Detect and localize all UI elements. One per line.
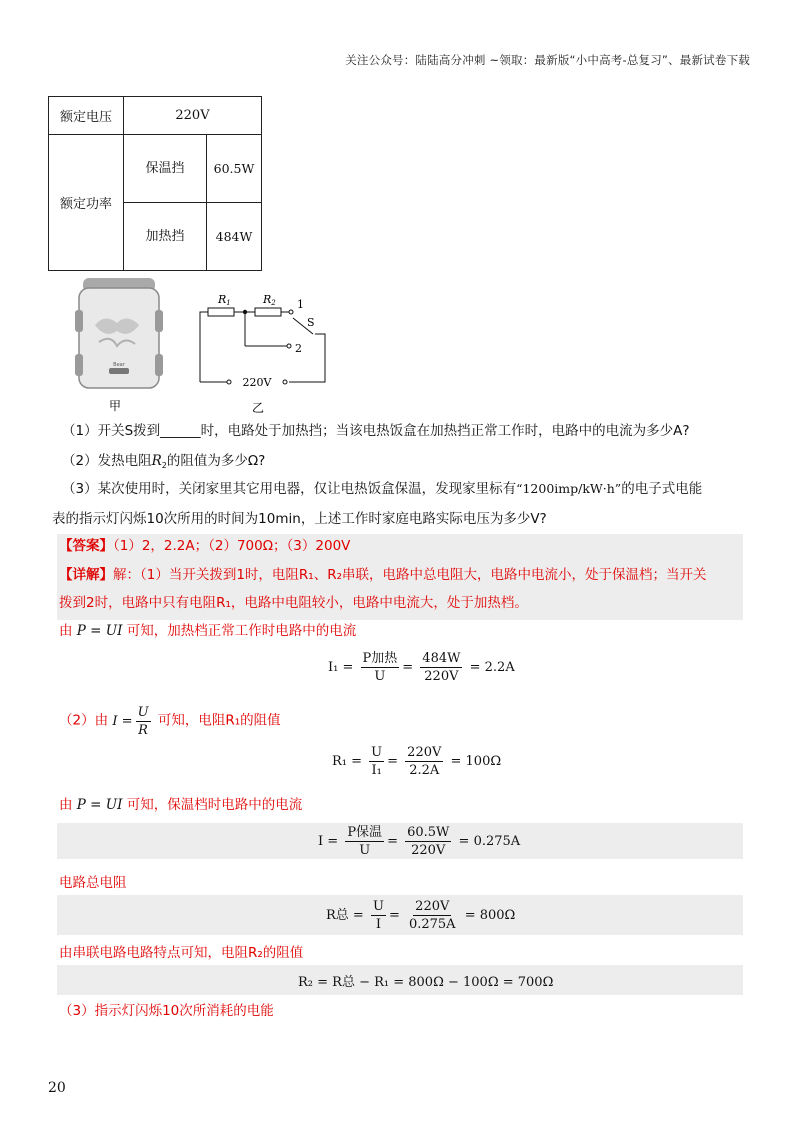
heating-value: 484W: [207, 203, 262, 271]
question-3-cont: 表的指示灯闪烁10次所用的时间为10min，上述工作时家庭电路实际电压为多少V?: [52, 511, 547, 527]
detail-line-7: 由串联电路电路特点可知，电阻R₂的阻值: [59, 945, 304, 961]
contact-2-label: 2: [295, 342, 302, 355]
detail-line-2: 拨到2时，电路中只有电阻R₁，电路中电阻较小，电路中电流大，处于加热档。: [59, 595, 528, 611]
detail-line-5: 由 P = UI 可知，保温档时电路中的电流: [59, 797, 303, 813]
lunch-box-illustration: [75, 278, 163, 388]
heating-label: 加热挡: [124, 203, 207, 271]
page-header: 关注公众号：陆陆高分冲刺 ~领取：最新版“小中高考-总复习”、最新试卷下载: [345, 53, 750, 67]
spec-table: [48, 96, 262, 271]
source-label: 220V: [242, 376, 272, 389]
caption-yi: 乙: [251, 401, 265, 415]
equation-5: R₂ = R总 − R₁ = 800Ω − 100Ω = 700Ω: [298, 975, 554, 990]
page-number: 20: [48, 1080, 66, 1096]
detail-line-3: 由 P = UI 可知，加热档正常工作时电路中的电流: [59, 623, 357, 639]
detail-line-6: 电路总电阻: [59, 875, 127, 891]
switch-label: S: [307, 316, 315, 329]
figure: [75, 270, 375, 420]
r2-label: R2: [263, 293, 276, 307]
equation-4: R总 = $\frac{U}{I}$ = $\frac{220V}{0.275A}$ = 800Ω: [326, 899, 516, 932]
device-brand-label: Bear: [113, 362, 125, 368]
rated-power-label: 额定功率: [49, 135, 124, 271]
contact-1-label: 1: [297, 298, 304, 311]
equation-3: I = $\frac{\text{P保温}}{U}$ = $\frac{60.5W}{220V}$ = 0.275A: [318, 825, 521, 858]
caption-jia: 甲: [108, 399, 122, 413]
detail-line-1: 【详解】解：（1）当开关拨到1时，电阻R₁、R₂串联，电路中总电阻大，电路中电流小，处于保温档；当开关: [59, 567, 707, 583]
r1-label: R1: [218, 293, 231, 307]
rated-voltage-value: 220V: [124, 97, 262, 135]
detail-line-8: （3）指示灯闪烁10次所消耗的电能: [59, 1003, 274, 1019]
question-1: （1）开关S拨到______时，电路处于加热挡；当该电热饭盒在加热挡正常工作时，电路中的电流为多少A?: [62, 423, 690, 439]
rated-voltage-label: 额定电压: [49, 97, 124, 135]
equation-2: R₁ = $\frac{U}{\text{I₁}}$ = $\frac{220V}{2.2A}$ = 100Ω: [332, 745, 502, 778]
detail-line-4: （2）由 I = $\frac{U}{R}$ 可知，电阻R₁的阻值: [59, 705, 281, 738]
equation-1: I₁ = $\frac{\text{P加热}}{U}$ = $\frac{484W}{220V}$ = 2.2A: [328, 651, 515, 684]
question-2: （2）发热电阻$R_2$的阻值为多少Ω?: [62, 453, 266, 470]
question-3: （3）某次使用时，关闭家里其它用电器，仅让电热饭盒保温，发现家里标有“1200imp/kW·h”的电子式电能: [62, 481, 703, 497]
answer-line: 【答案】（1）2，2.2A；（2）700Ω；（3）200V: [59, 538, 351, 554]
keep-warm-value: 60.5W: [207, 135, 262, 203]
keep-warm-label: 保温挡: [124, 135, 207, 203]
